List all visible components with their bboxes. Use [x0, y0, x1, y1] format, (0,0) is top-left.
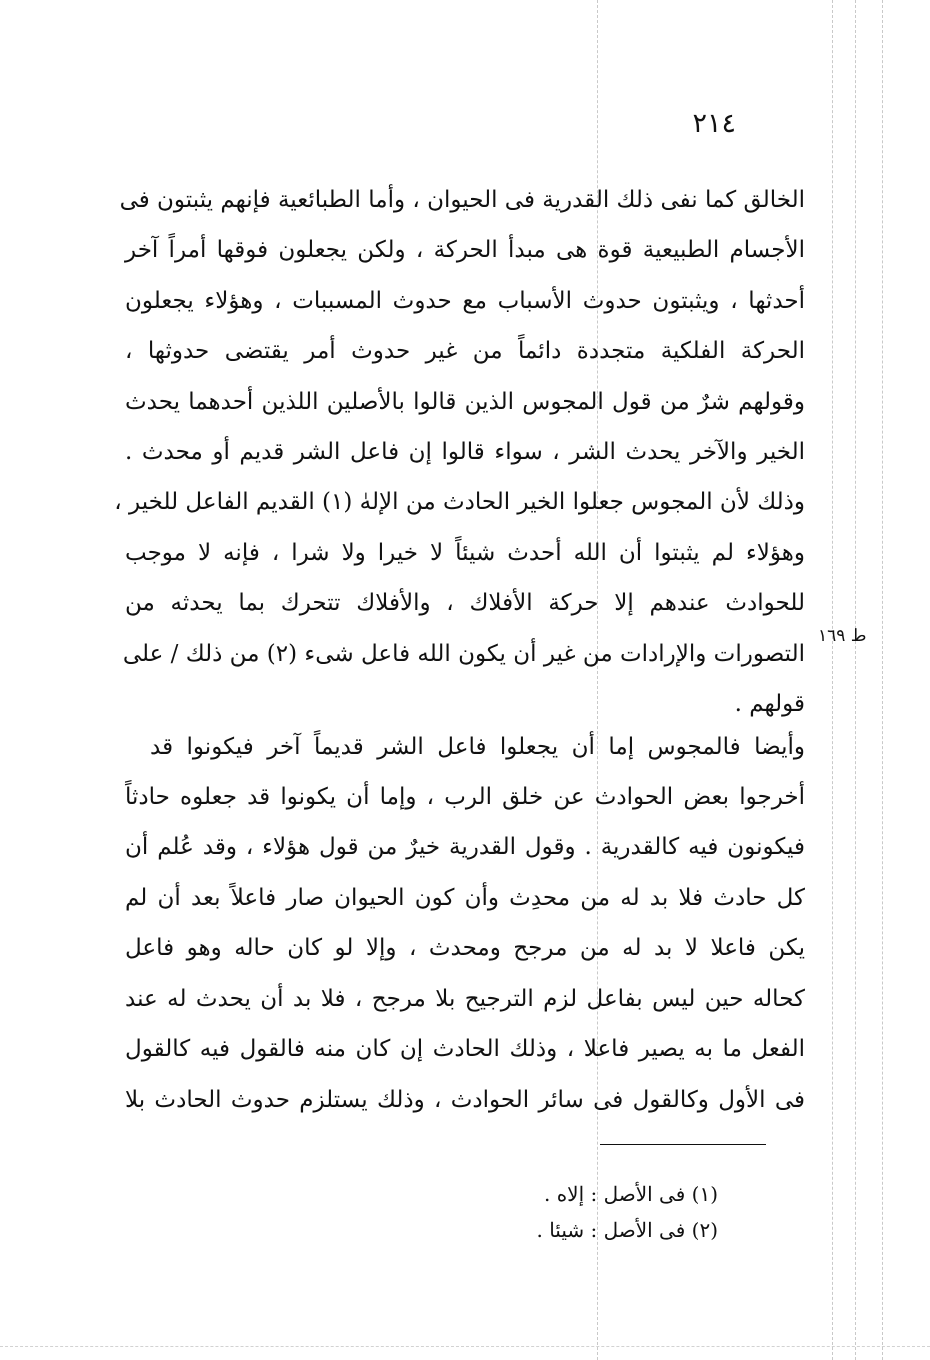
text-line: الخالق كما نفى ذلك القدرية فى الحيوان ، وأما الطبائعية فإنهم يثبتون فى [119, 187, 805, 213]
text-line: كل حادث فلا بد له من محدِث وأن كون الحيوان صار فاعلاً بعد أن لم [125, 885, 805, 911]
scan-guide-line [832, 0, 833, 1360]
scan-guide-line [882, 0, 883, 1360]
text-line: فى الأول وكالقول فى سائر الحوادث ، وذلك يستلزم حدوث الحادث بلا [125, 1087, 805, 1113]
margin-reference: ط ١٦٩ [818, 626, 867, 646]
text-line: وقولهم شرٌ من قول المجوس الذين قالوا بالأصلين اللذين أحدهما يحدث [125, 389, 805, 415]
text-line: أخرجوا بعض الحوادث عن خلق الرب ، وإما أن يكونوا قد جعلوه حادثاً [125, 784, 805, 810]
scan-guide-line [855, 0, 856, 1360]
text-line: يكن فاعلا لا بد له من مرجح ومحدث ، وإلا لو كان حاله وهو فاعل [125, 935, 805, 961]
scan-guide-line [0, 1346, 930, 1347]
text-line: الفعل ما به يصير فاعلا ، وذلك الحادث إن كان منه فالقول فيه كالقول [125, 1036, 805, 1062]
text-line: الخير والآخر يحدث الشر ، سواء قالوا إن فاعل الشر قديم أو محدث . [125, 439, 805, 465]
text-line: وذلك لأن المجوس جعلوا الخير الحادث من الإلهٰ (١) القديم الفاعل للخير ، [114, 489, 805, 515]
text-line: فيكونون فيه كالقدرية . وقول القدرية خيرٌ من قول هؤلاء ، وقد عُلم أن [125, 834, 805, 860]
text-line: وأيضا فالمجوس إما أن يجعلوا فاعل الشر قديماً آخر فيكونوا قد [150, 734, 805, 760]
text-line: الأجسام الطبيعية قوة هى مبدأ الحركة ، ولكن يجعلون فوقها أمراً آخر [125, 237, 805, 263]
footnote: (١) فى الأصل : إلاه . [543, 1182, 718, 1206]
text-line: كحاله حين ليس بفاعل لزم الترجيح بلا مرجح ، فلا بد أن يحدث له عند [125, 986, 805, 1012]
text-line: وهؤلاء لم يثبتوا أن الله أحدث شيئاً لا خيرا ولا شرا ، فإنه لا موجب [125, 540, 805, 566]
text-line: التصورات والإرادات من غير أن يكون الله فاعل شىء (٢) من ذلك / على [122, 641, 805, 667]
page-number: ٢١٤ [692, 108, 736, 139]
footnote-separator [600, 1144, 766, 1145]
footnote: (٢) فى الأصل : شيئا . [536, 1218, 718, 1242]
text-line: للحوادث عندهم إلا حركة الأفلاك ، والأفلاك تتحرك بما يحدثه من [125, 590, 805, 616]
text-line: قولهم . [734, 691, 805, 717]
text-line: الحركة الفلكية متجددة دائماً من غير حدوث أمر يقتضى حدوثها ، [125, 338, 805, 364]
text-line: أحدثها ، ويثبتون حدوث الأسباب مع حدوث المسببات ، وهؤلاء يجعلون [125, 288, 805, 314]
